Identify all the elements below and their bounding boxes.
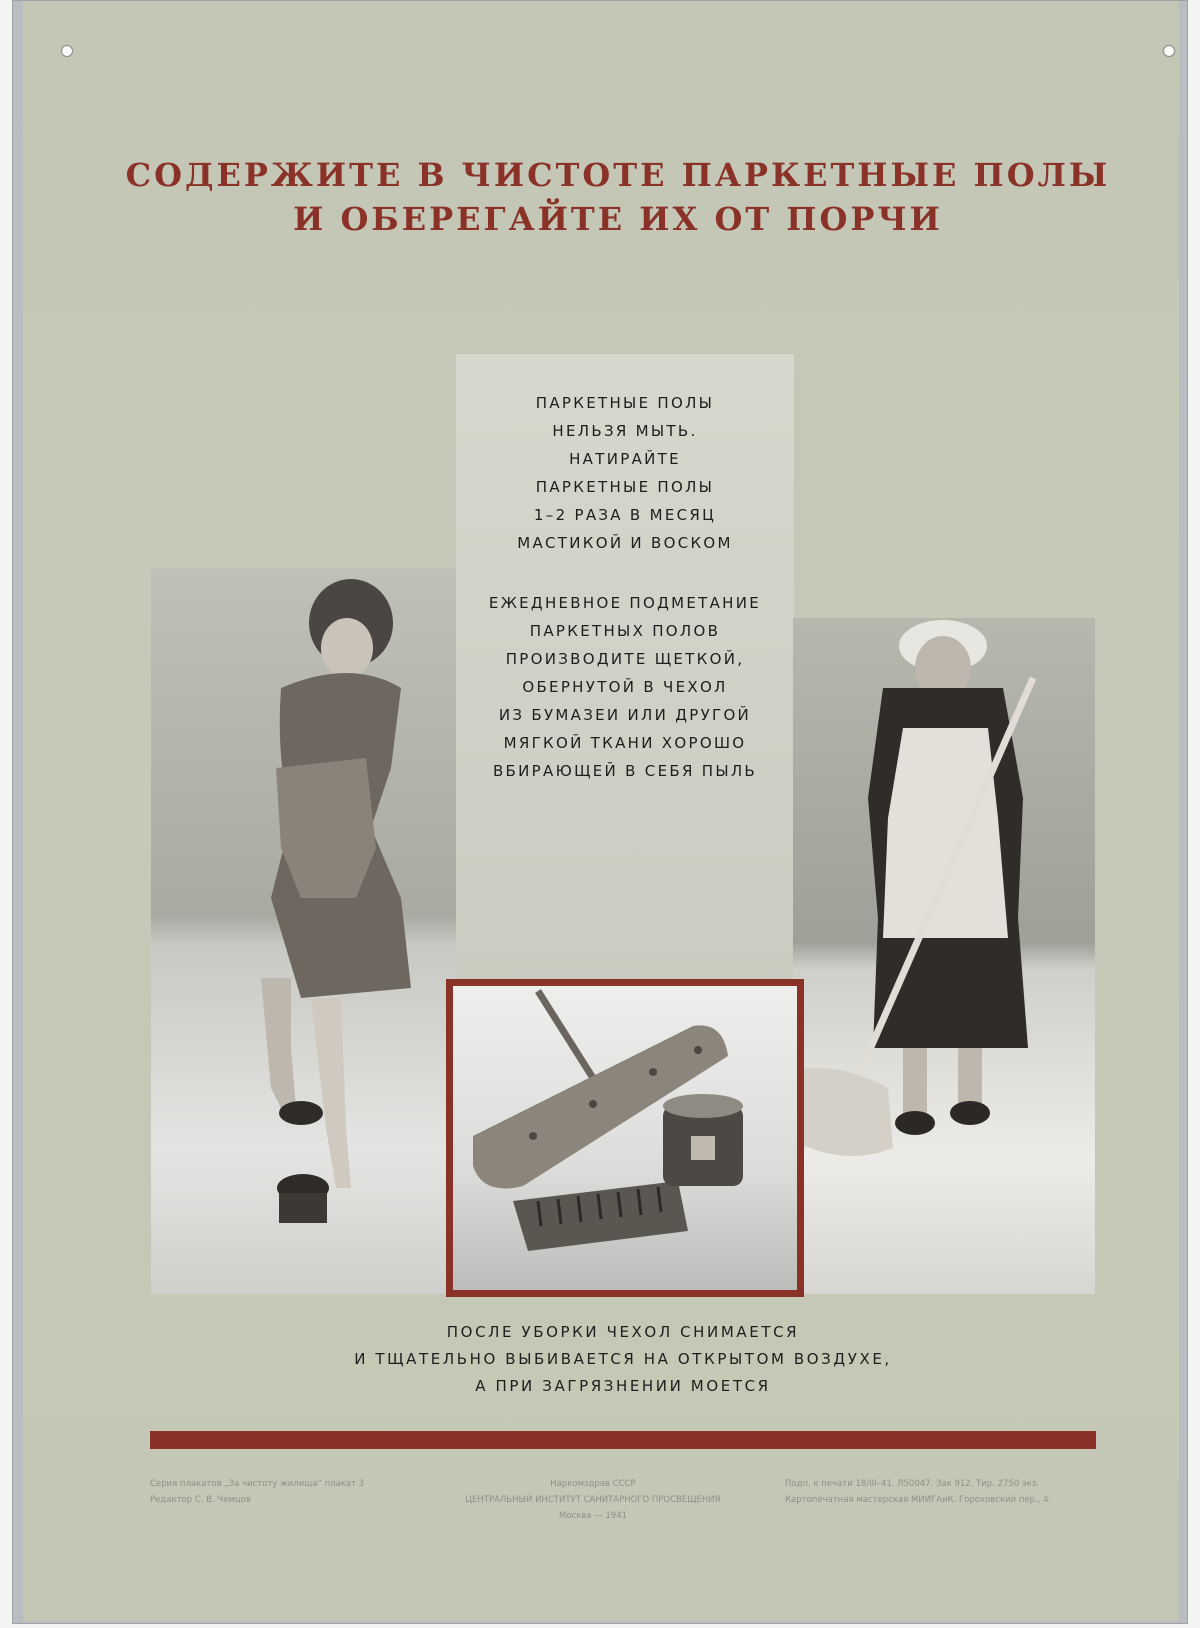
photo-woman-polishing-floor xyxy=(151,568,456,1294)
tip-sweeping-line: ПАРКЕТНЫХ ПОЛОВ xyxy=(529,622,721,640)
tip-sweeping-line: МЯГКОЙ ТКАНИ ХОРОШО xyxy=(503,734,747,752)
photo-woman-mopping-floor xyxy=(793,618,1095,1294)
caption-line: А ПРИ ЗАГРЯЗНЕНИИ МОЕТСЯ xyxy=(475,1377,771,1395)
tip-waxing xyxy=(456,389,794,557)
imprint-publisher xyxy=(423,1476,763,1524)
tip-sweeping-line: ИЗ БУМАЗЕИ ИЛИ ДРУГОЙ xyxy=(498,706,752,724)
brush-and-wax-illustration xyxy=(453,986,797,1290)
tip-waxing-line: ПАРКЕТНЫЕ ПОЛЫ xyxy=(535,478,715,496)
headline-line-1: СОДЕРЖИТЕ В ЧИСТОТЕ ПАРКЕТНЫЕ ПОЛЫ xyxy=(125,156,1111,194)
tip-sweeping-line: ВБИРАЮЩЕЙ В СЕБЯ ПЫЛЬ xyxy=(492,762,758,780)
imprint-line: Редактор С. В. Чемцов xyxy=(150,1495,251,1505)
tip-sweeping-line: ЕЖЕДНЕВНОЕ ПОДМЕТАНИЕ xyxy=(488,594,762,612)
tip-waxing-line: НАТИРАЙТЕ xyxy=(569,450,681,468)
poster-frame xyxy=(12,0,1188,1624)
imprint-print-details xyxy=(785,1476,1051,1508)
imprint-series-editor xyxy=(150,1476,364,1508)
poster xyxy=(23,1,1179,1621)
imprint-line: Подп. к печати 18/III–41. Л50047. Зак 912. Тир. 2750 экз. xyxy=(785,1479,1039,1489)
tip-waxing-line: 1–2 РАЗА В МЕСЯЦ xyxy=(533,506,717,524)
headline-line-2: И ОБЕРЕГАЙТЕ ИХ ОТ ПОРЧИ xyxy=(293,200,943,238)
imprint-line: Наркомздрав СССР xyxy=(550,1479,636,1489)
tip-sweeping xyxy=(456,589,794,785)
bottom-caption xyxy=(223,1319,1023,1400)
tip-sweeping-line: ПРОИЗВОДИТЕ ЩЕТКОЙ, xyxy=(505,650,745,668)
imprint-line: Серия плакатов „За чистоту жилища“ плакат 3 xyxy=(150,1479,365,1489)
caption-line: ПОСЛЕ УБОРКИ ЧЕХОЛ СНИМАЕТСЯ xyxy=(446,1323,800,1341)
hanging-hole-right xyxy=(1163,45,1175,57)
footer-divider-bar xyxy=(150,1431,1096,1449)
imprint-line: Москва — 1941 xyxy=(558,1511,628,1521)
hanging-hole-left xyxy=(61,45,73,57)
tip-waxing-line: МАСТИКОЙ И ВОСКОМ xyxy=(517,534,733,552)
tip-sweeping-line: ОБЕРНУТОЙ В ЧЕХОЛ xyxy=(522,678,728,696)
woman-polishing-illustration xyxy=(151,568,456,1294)
caption-line: И ТЩАТЕЛЬНО ВЫБИВАЕТСЯ НА ОТКРЫТОМ ВОЗДУХЕ, xyxy=(354,1350,892,1368)
tip-waxing-line: НЕЛЬЗЯ МЫТЬ. xyxy=(552,422,698,440)
imprint-line: Картопечатная мастерская МИИГАиК. Гороховский пер., 4. xyxy=(785,1495,1052,1505)
woman-mopping-illustration xyxy=(793,618,1095,1294)
tip-waxing-line: ПАРКЕТНЫЕ ПОЛЫ xyxy=(535,394,715,412)
imprint-line: ЦЕНТРАЛЬНЫЙ ИНСТИТУТ САНИТАРНОГО ПРОСВЕЩЕНИЯ xyxy=(465,1495,721,1505)
poster-headline xyxy=(113,153,1123,241)
photo-brush-and-wax xyxy=(446,979,804,1297)
